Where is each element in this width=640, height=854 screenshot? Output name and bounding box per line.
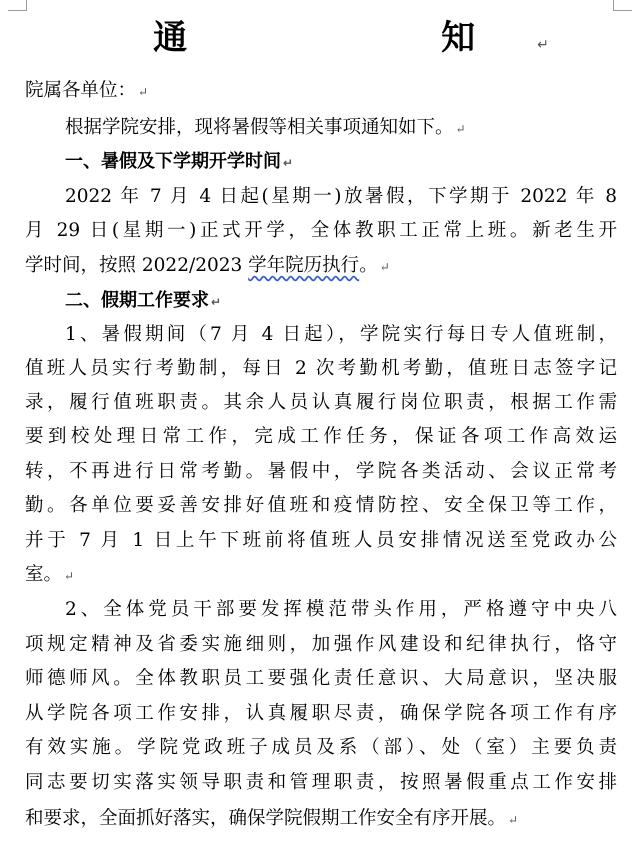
- body-line: [25, 562, 617, 589]
- salutation-line: [25, 78, 617, 105]
- paragraph-mark-icon: ↵: [64, 569, 75, 583]
- intro-text: 根据学院安排，现将暑假等相关事项通知如下。: [65, 117, 454, 138]
- document-title: [0, 14, 640, 69]
- body-line: 录，履行值班职责。其余人员认真履行岗位职责，根据工作需: [25, 392, 617, 413]
- section-heading-2: [65, 288, 617, 315]
- body-line: 同志要切实落实领导职责和管理职责，按照暑假重点工作安排: [25, 772, 617, 793]
- intro-line: [65, 115, 617, 142]
- body-line: 1、暑假期间（7 月 4 日起），学院实行每日专人值班制，: [65, 324, 617, 345]
- body-text: 和要求，全面抓好落实，确保学院假期工作安全有序开展。: [25, 808, 507, 829]
- body-line: 值班人员实行考勤制，每日 2 次考勤机考勤，值班日志签字记: [25, 358, 617, 379]
- body-line: [25, 806, 617, 833]
- paragraph-mark-icon: ↵: [138, 85, 149, 99]
- section-heading-1-text: 一、暑假及下学期开学时间: [65, 151, 281, 172]
- body-text: 室。: [25, 564, 63, 585]
- body-line: 转，不再进行日常考勤。暑假中，学院各类活动、会议正常考: [25, 461, 617, 482]
- paragraph-mark-icon: ↵: [455, 122, 466, 136]
- body-text: 学时间，按照 2022/2023: [25, 255, 249, 276]
- body-line: 月 29 日(星期一)正式开学，全体教职工正常上班。新老生开: [25, 220, 617, 241]
- section-heading-1: [65, 149, 617, 176]
- section-heading-2-text: 二、假期工作要求: [65, 290, 209, 311]
- body-line: [25, 253, 617, 280]
- paragraph-mark-icon: ↵: [379, 260, 390, 274]
- page-corner-mark-left: [8, 0, 27, 11]
- body-line: 2022 年 7 月 4 日起(星期一)放暑假，下学期于 2022 年 8: [65, 186, 617, 207]
- body-line: 从学院各项工作安排，认真履职尽责，确保学院各项工作有序: [25, 703, 617, 724]
- body-line: 2、全体党员干部要发挥模范带头作用，严格遵守中央八: [65, 599, 617, 620]
- body-line: 并于 7 月 1 日上午下班前将值班人员安排情况送至党政办公: [25, 530, 617, 551]
- body-line: 要到校处理日常工作，完成工作任务，保证各项工作高效运: [25, 426, 617, 447]
- body-text: 。: [359, 255, 378, 276]
- paragraph-mark-icon: ↵: [283, 156, 294, 170]
- paragraph-mark-icon: ↵: [508, 813, 519, 827]
- body-line: 师德师风。全体教职员工要强化责任意识、大局意识，坚决服: [25, 668, 617, 689]
- salutation-text: 院属各单位：: [25, 80, 137, 101]
- paragraph-mark-icon: ↵: [537, 37, 549, 53]
- paragraph-mark-icon: ↵: [211, 295, 222, 309]
- grammar-flagged-text: 学年院历执行: [248, 255, 360, 276]
- body-line: 项规定精神及省委实施细则，加强作风建设和纪律执行，恪守: [25, 634, 617, 655]
- body-line: 勤。各单位要妥善安排好值班和疫情防控、安全保卫等工作，: [25, 495, 617, 516]
- page-corner-mark-right: [613, 0, 632, 11]
- body-line: 有效实施。学院党政班子成员及系（部）、处（室）主要负责: [25, 737, 617, 758]
- document-title-text: 通 知: [153, 18, 538, 58]
